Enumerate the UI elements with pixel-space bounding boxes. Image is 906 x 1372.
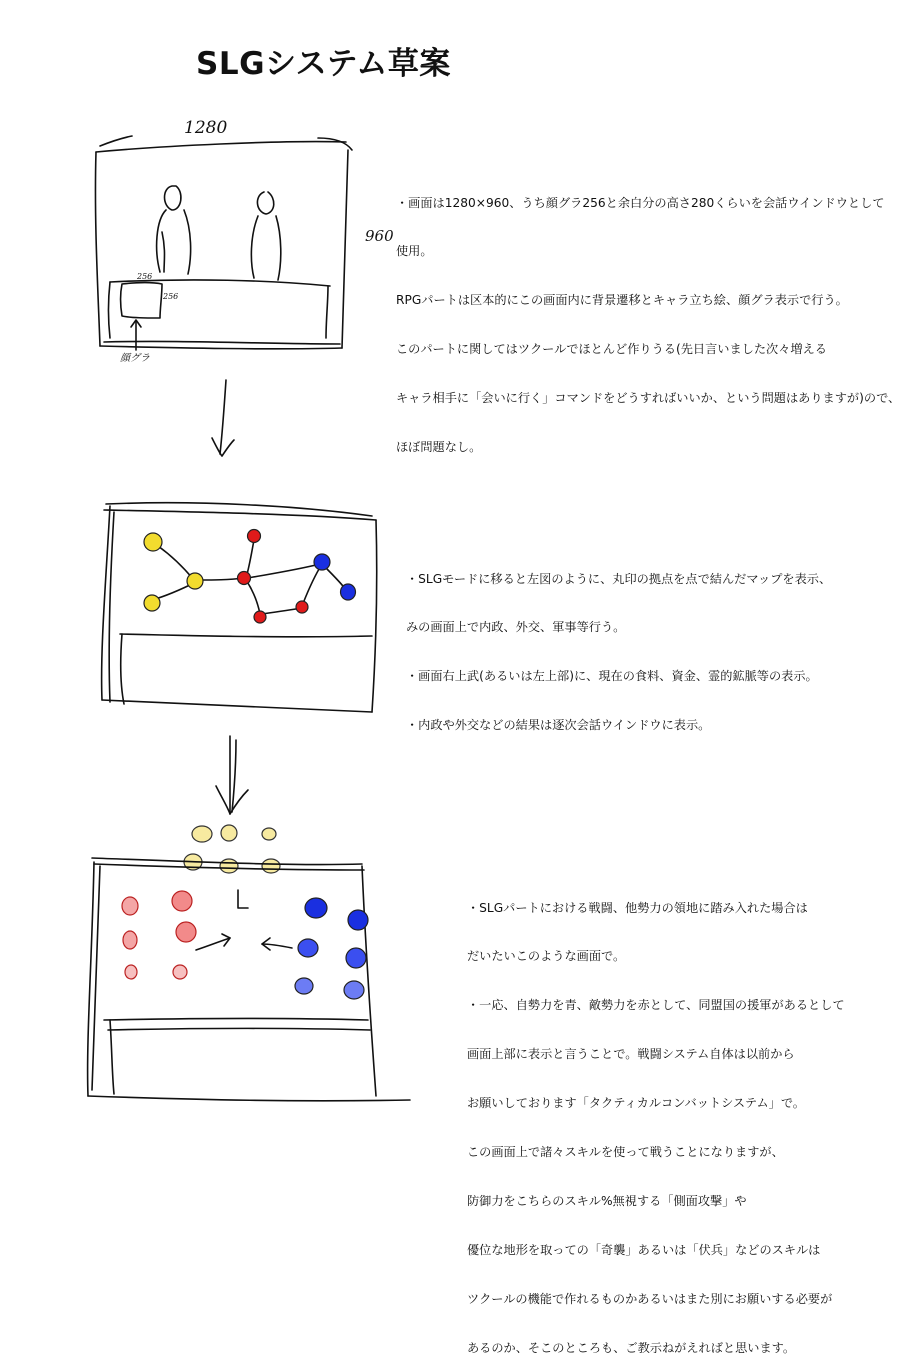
- note-line: この画面上で諸々スキルを使って戦うことになりますが、: [467, 1145, 784, 1160]
- note-line: みの画面上で内政、外交、軍事等行う。: [406, 620, 626, 635]
- note-line: ・内政や外交などの結果は逐次会話ウインドウに表示。: [406, 718, 711, 733]
- note-line: ほぼ問題なし。: [396, 440, 482, 455]
- note-line: ・画面は1280×960、うち顔グラ256と余白分の高さ280くらいを会話ウインドウとして: [396, 195, 885, 210]
- note-line: ・画面右上武(あるいは左上部)に、現在の食料、資金、霊的鉱脈等の表示。: [406, 669, 818, 684]
- rpg-notes: [396, 162, 900, 472]
- note-line: ツクールの機能で作れるものかあるいはまた別にお願いする必要が: [467, 1291, 833, 1306]
- battle-screen-sketch: [88, 825, 410, 1101]
- face-width-label: 256: [137, 272, 153, 281]
- note-line: ・一応、自勢力を青、敵勢力を赤として、同盟国の援軍があるとして: [467, 998, 845, 1013]
- note-line: ・SLGパートにおける戦闘、他勢力の領地に踏み入れた場合は: [467, 900, 808, 915]
- note-line: 使用。: [396, 244, 433, 259]
- face-height-label: 256: [163, 292, 179, 301]
- page-title: SLGシステム草案: [196, 46, 451, 82]
- note-line: 優位な地形を取っての「奇襲」あるいは「伏兵」などのスキルは: [467, 1242, 821, 1257]
- note-line: RPGパートは区本的にこの画面内に背景遷移とキャラ立ち絵、顔グラ表示で行う。: [396, 293, 848, 308]
- height-label: 960: [365, 227, 394, 245]
- slg-map-sketch: [102, 503, 377, 712]
- face-graphic-label: 顔グラ: [120, 353, 150, 364]
- note-line: 画面上部に表示と言うことで。戦闘システム自体は以前から: [467, 1047, 795, 1062]
- note-line: ・SLGモードに移ると左図のように、丸印の拠点を点で結んだマップを表示、: [406, 571, 832, 586]
- note-line: だいたいこのような画面で。: [467, 949, 626, 964]
- note-line: 防御力をこちらのスキル%無視する「側面攻撃」や: [467, 1193, 747, 1208]
- slg-notes: [406, 538, 831, 750]
- note-line: キャラ相手に「会いに行く」コマンドをどうすればいいか、という問題はありますが)ので、: [396, 391, 901, 406]
- width-label: 1280: [184, 118, 228, 138]
- note-line: あるのか、そこのところも、ご教示ねがえればと思います。: [467, 1340, 796, 1355]
- rpg-screen-sketch: [95, 136, 352, 350]
- note-line: お願いしております「タクティカルコンバットシステム」で。: [467, 1096, 805, 1111]
- battle-notes: [467, 867, 845, 1372]
- note-line: このパートに関してはツクールでほとんど作りうる(先日言いました次々増える: [396, 342, 827, 357]
